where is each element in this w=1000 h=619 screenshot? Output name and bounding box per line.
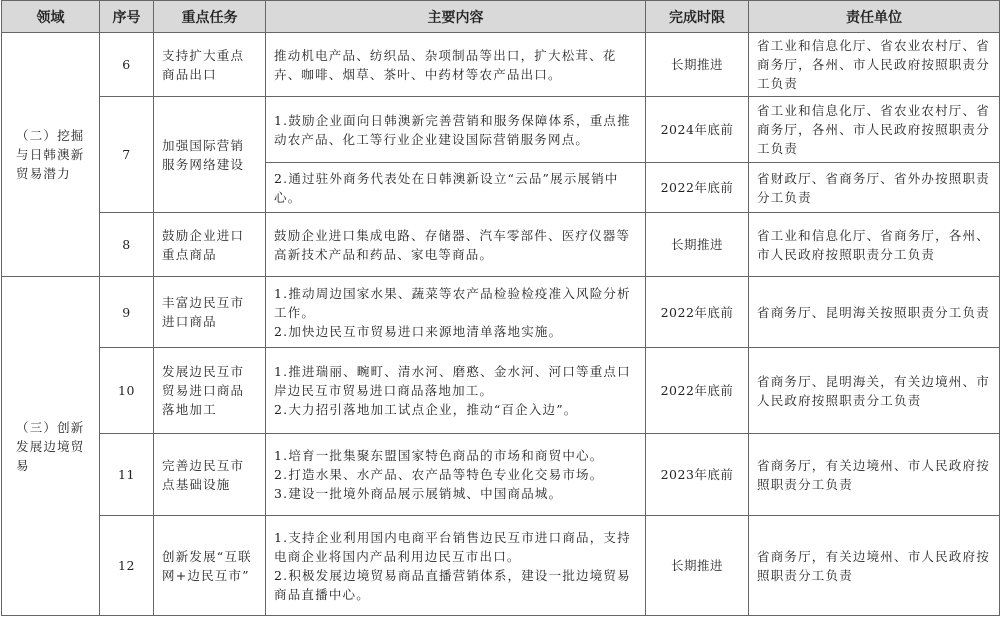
table-row <box>2 348 1000 434</box>
task-cell: 丰富边民互市进口商品 <box>154 277 266 348</box>
task-cell: 完善边民互市点基础设施 <box>154 434 266 516</box>
responsible-cell: 省财政厅、省商务厅、省外办按照职责分工负责 <box>749 163 1000 213</box>
deadline-cell: 2022年底前 <box>646 163 749 213</box>
table-row <box>2 33 1000 97</box>
header-domain: 领域 <box>2 1 100 33</box>
content-cell: 鼓励企业进口集成电路、存储器、汽车零部件、医疗仪器等高新技术产品和药品、家电等商品。 <box>266 213 646 277</box>
header-row <box>2 1 1000 33</box>
domain-cell: （三）创新发展边境贸易 <box>2 277 100 616</box>
content-cell: 1.培育一批集聚东盟国家特色商品的市场和商贸中心。 2.打造水果、水产品、农产品等特色专业化交易市场。 3.建设一批境外商品展示展销城、中国商品城。 <box>266 434 646 516</box>
row-number: 12 <box>100 516 154 616</box>
row-number: 7 <box>100 97 154 213</box>
table-row <box>2 213 1000 277</box>
header-responsible: 责任单位 <box>749 1 1000 33</box>
deadline-cell: 2022年底前 <box>646 277 749 348</box>
table-row <box>2 97 1000 163</box>
row-number: 9 <box>100 277 154 348</box>
row-number: 11 <box>100 434 154 516</box>
row-number: 6 <box>100 33 154 97</box>
content-cell: 1.推进瑞丽、畹町、清水河、磨憨、金水河、河口等重点口岸边民互市贸易进口商品落地加工。 2.大力招引落地加工试点企业，推动“百企入边”。 <box>266 348 646 434</box>
table-row <box>2 516 1000 616</box>
deadline-cell: 2023年底前 <box>646 434 749 516</box>
header-number: 序号 <box>100 1 154 33</box>
responsible-cell: 省商务厅，有关边境州、市人民政府按照职责分工负责 <box>749 516 1000 616</box>
task-cell: 创新发展“互联网+边民互市” <box>154 516 266 616</box>
domain-cell: （二）挖掘与日韩澳新贸易潜力 <box>2 33 100 277</box>
content-cell: 1.鼓励企业面向日韩澳新完善营销和服务保障体系，重点推动农产品、化工等行业企业建设国际营销服务网点。 <box>266 97 646 163</box>
table-row <box>2 434 1000 516</box>
header-task: 重点任务 <box>154 1 266 33</box>
responsible-cell: 省商务厅、昆明海关按照职责分工负责 <box>749 277 1000 348</box>
responsible-cell: 省工业和信息化厅、省农业农村厅、省商务厅，各州、市人民政府按照职责分工负责 <box>749 97 1000 163</box>
task-cell: 支持扩大重点商品出口 <box>154 33 266 97</box>
deadline-cell: 2022年底前 <box>646 348 749 434</box>
responsible-cell: 省商务厅，有关边境州、市人民政府按照职责分工负责 <box>749 434 1000 516</box>
row-number: 10 <box>100 348 154 434</box>
responsible-cell: 省商务厅、昆明海关，有关边境州、市人民政府按照职责分工负责 <box>749 348 1000 434</box>
responsible-cell: 省工业和信息化厅、省农业农村厅、省商务厅，各州、市人民政府按照职责分工负责 <box>749 33 1000 97</box>
content-cell: 1.推动周边国家水果、蔬菜等农产品检验检疫准入风险分析工作。 2.加快边民互市贸易进口来源地清单落地实施。 <box>266 277 646 348</box>
task-table <box>1 0 1000 616</box>
row-number: 8 <box>100 213 154 277</box>
table-row <box>2 277 1000 348</box>
content-cell: 2.通过驻外商务代表处在日韩澳新设立“云品”展示展销中心。 <box>266 163 646 213</box>
content-cell: 1.支持企业利用国内电商平台销售边民互市进口商品，支持电商企业将国内产品利用边民互市出口。 2.积极发展边境贸易商品直播营销体系，建设一批边境贸易商品直播中心。 <box>266 516 646 616</box>
task-cell: 鼓励企业进口重点商品 <box>154 213 266 277</box>
responsible-cell: 省工业和信息化厅、省商务厅，各州、市人民政府按照职责分工负责 <box>749 213 1000 277</box>
header-content: 主要内容 <box>266 1 646 33</box>
deadline-cell: 长期推进 <box>646 213 749 277</box>
header-deadline: 完成时限 <box>646 1 749 33</box>
task-cell: 加强国际营销服务网络建设 <box>154 97 266 213</box>
task-cell: 发展边民互市贸易进口商品落地加工 <box>154 348 266 434</box>
deadline-cell: 长期推进 <box>646 33 749 97</box>
deadline-cell: 长期推进 <box>646 516 749 616</box>
content-cell: 推动机电产品、纺织品、杂项制品等出口，扩大松茸、花卉、咖啡、烟草、茶叶、中药材等农产品出口。 <box>266 33 646 97</box>
deadline-cell: 2024年底前 <box>646 97 749 163</box>
